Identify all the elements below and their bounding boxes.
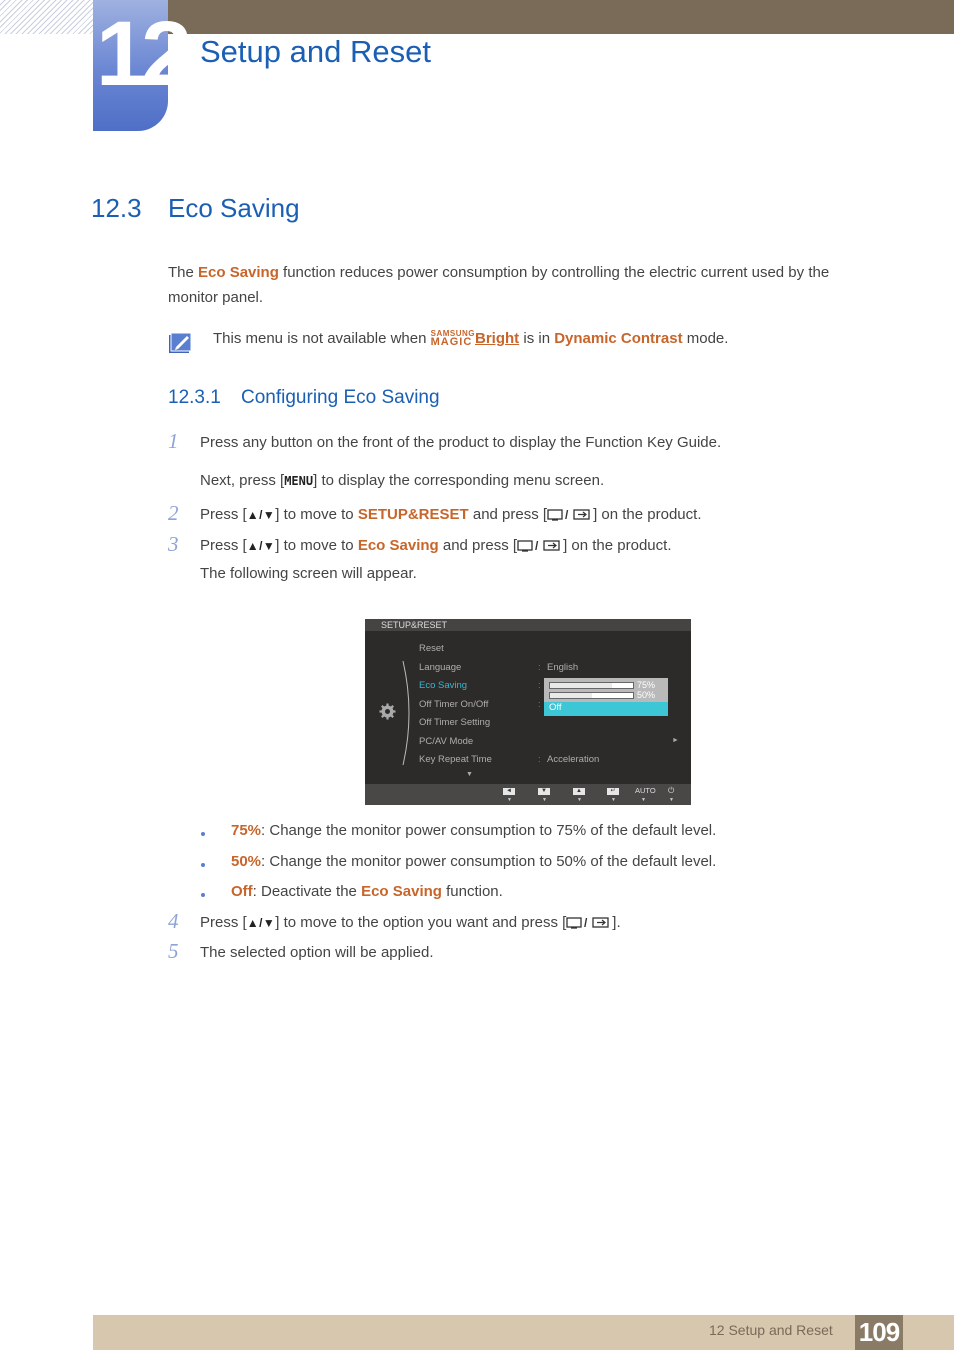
header-bar: [168, 0, 954, 34]
osd-scroll-down-icon: ▼: [466, 771, 473, 778]
up-down-keys: ▲/▼: [246, 539, 276, 553]
osd-language-value: English: [547, 662, 579, 673]
osd-item-reset[interactable]: Reset: [419, 643, 444, 654]
section-title: [91, 193, 300, 224]
header-hatch: [0, 0, 93, 34]
intro-paragraph: The Eco Saving function reduces power consumption by controlling the electric current used by the monitor panel.: [168, 264, 830, 306]
eco-saving-highlight: Eco Saving: [198, 264, 279, 281]
step-4-number: 4: [168, 909, 179, 933]
magic-bright-link[interactable]: Bright: [475, 330, 520, 347]
osd-screen: SETUP&RESET Reset Language Eco Saving Off Timer On/Off Off Timer Setting PC/AV Mode Key Repeat Time : English : : : Acceleration ► ▼ 75% 50% Off ◄ ▼ ▼ ▼ ▲ ▼ ↵ ▼ AUTO ▼ ⏻ ▼: [365, 619, 691, 805]
footer-chapter-label: 12 Setup and Reset: [709, 1322, 833, 1338]
samsung-magic-logo: SAMSUNG MAGIC: [430, 329, 476, 348]
step-1-text: Press any button on the front of the product to display the Function Key Guide.: [200, 434, 722, 451]
chapter-number: 12: [96, 3, 187, 105]
subsection-title: 12.3.1 Configuring Eco Saving: [168, 387, 440, 408]
menu-key: MENU: [284, 474, 314, 488]
osd-button-bar: ◄ ▼ ▼ ▼ ▲ ▼ ↵ ▼ AUTO ▼ ⏻ ▼: [365, 784, 691, 805]
step-5-text: The selected option will be applied.: [200, 944, 434, 961]
chapter-title: Setup and Reset: [200, 34, 431, 69]
osd-option-50-label: 50%: [637, 690, 656, 700]
osd-item-pc-av-mode[interactable]: PC/AV Mode: [419, 736, 474, 747]
osd-item-key-repeat[interactable]: Key Repeat Time: [419, 754, 492, 765]
page-number: 109: [855, 1315, 903, 1350]
svg-text:/: /: [584, 916, 588, 929]
bullet-dot-icon: [201, 832, 205, 836]
osd-option-75-label: 75%: [637, 680, 656, 690]
osd-item-off-timer[interactable]: Off Timer On/Off: [419, 699, 489, 710]
osd-up-button[interactable]: ▲: [573, 788, 585, 795]
section-name: Eco Saving: [168, 193, 300, 223]
osd-enter-button[interactable]: ↵: [607, 788, 619, 795]
bullet-off: Off: Deactivate the Eco Saving function.: [231, 883, 503, 900]
note-text: This menu is not available when SAMSUNG MAGIC Bright is in Dynamic Contrast mode.: [213, 329, 729, 348]
step-1b-text: Next, press [MENU] to display the corresponding menu screen.: [200, 472, 605, 489]
bullet-50: 50%: Change the monitor power consumption to 50% of the default level.: [231, 853, 717, 870]
osd-option-75-bar[interactable]: [549, 682, 634, 689]
source-enter-icon: [517, 538, 563, 552]
step-5-number: 5: [168, 939, 179, 963]
osd-title: SETUP&RESET: [381, 620, 448, 630]
osd-eco-options: [544, 678, 668, 716]
bullet-dot-icon: [201, 863, 205, 867]
osd-submenu-arrow-icon: ►: [672, 737, 679, 744]
svg-text:/: /: [535, 539, 539, 552]
up-down-keys: ▲/▼: [246, 916, 276, 930]
section-number: 12.3: [91, 193, 142, 223]
svg-text:/: /: [565, 508, 569, 521]
step-3-number: 3: [168, 532, 179, 556]
bullet-dot-icon: [201, 893, 205, 897]
source-enter-icon: [566, 915, 612, 929]
osd-option-off[interactable]: Off: [544, 702, 668, 716]
step-3-followup: The following screen will appear.: [200, 565, 417, 582]
osd-scroll-arc: [401, 659, 413, 767]
bullet-75: 75%: Change the monitor power consumption to 75% of the default level.: [231, 822, 717, 839]
source-enter-icon: [547, 507, 593, 521]
osd-key-repeat-value: Acceleration: [547, 754, 600, 765]
step-1-number: 1: [168, 429, 179, 453]
osd-auto-button[interactable]: AUTO: [635, 786, 656, 795]
step-3-text: Press [▲/▼] to move to Eco Saving and press [ / ] on the product.: [200, 537, 672, 554]
osd-option-50-bar[interactable]: [549, 692, 634, 699]
gear-icon: [379, 703, 396, 720]
osd-item-eco-saving[interactable]: Eco Saving: [419, 680, 468, 691]
power-icon[interactable]: ⏻: [668, 786, 675, 795]
up-down-keys: ▲/▼: [246, 508, 276, 522]
osd-item-language[interactable]: Language: [419, 662, 462, 673]
osd-left-button[interactable]: ◄: [503, 788, 515, 795]
note-icon: [168, 332, 192, 354]
dynamic-contrast-highlight: Dynamic Contrast: [554, 330, 683, 347]
step-2-number: 2: [168, 501, 179, 525]
osd-down-button[interactable]: ▼: [538, 788, 550, 795]
step-2-text: Press [▲/▼] to move to SETUP&RESET and press [ / ] on the product.: [200, 506, 702, 523]
step-4-text: Press [▲/▼] to move to the option you want and press [ / ].: [200, 914, 621, 931]
osd-item-off-timer-setting[interactable]: Off Timer Setting: [419, 717, 491, 728]
